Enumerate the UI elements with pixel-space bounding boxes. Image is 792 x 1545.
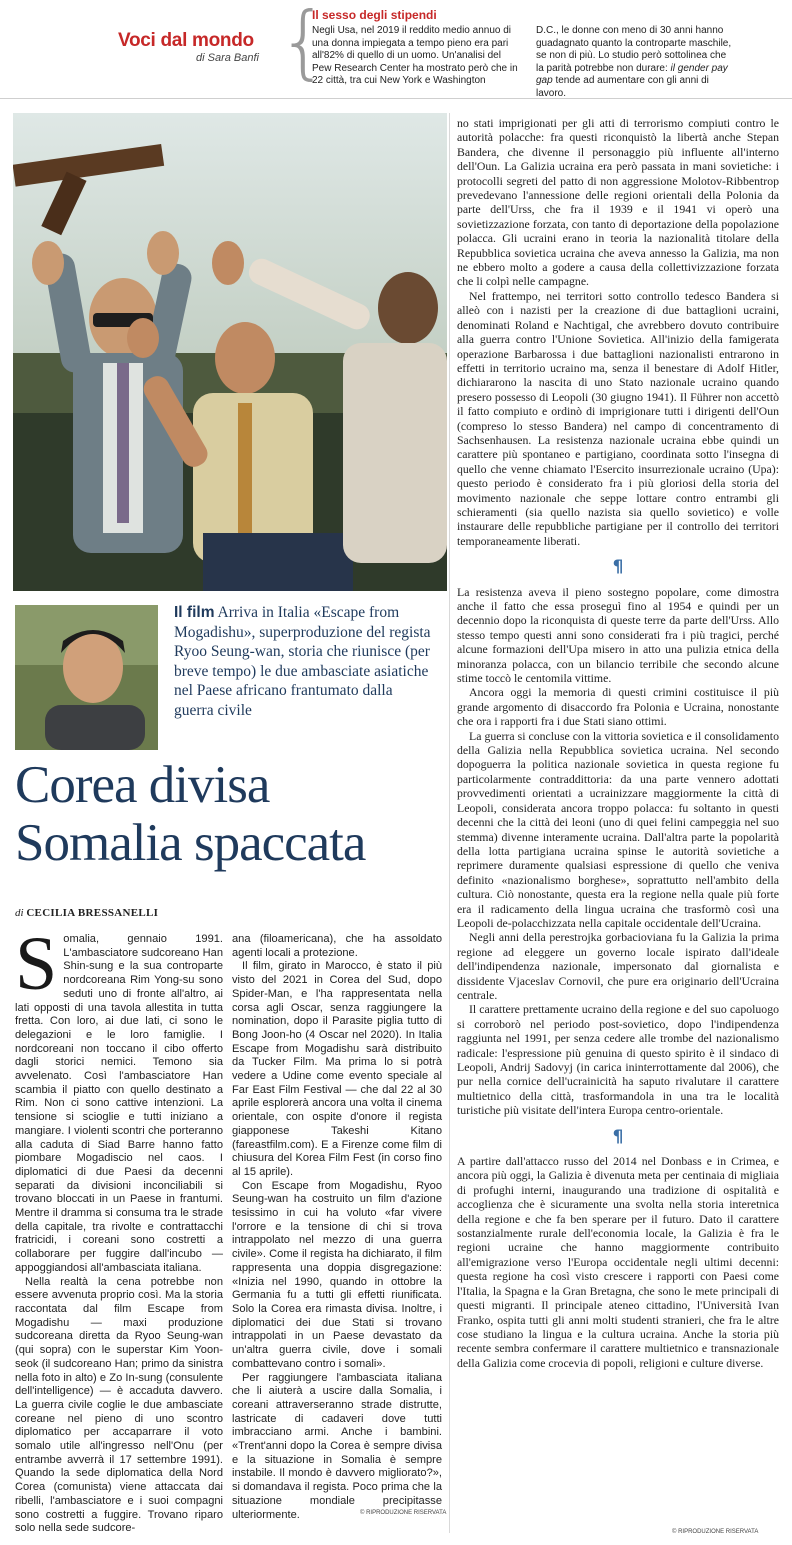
article-paragraph: La resistenza aveva il pieno sostegno popolare, come dimostra anche il fatto che essa proseguì fino al 1954 e quindi per un decennio dopo la riconquista di queste terre da parte dell'Urss. Allo stesso tempo questi anni sono considerati fra i più tragici, perché alcune formazioni dell'Upa misero in atto una pulizia etnica della minoranza polacca, con un bilancio terribile che secondo alcune stime toccò le centomila vittime. xyxy=(457,584,779,686)
byline xyxy=(15,907,158,919)
section-mark-icon: ¶ xyxy=(612,1126,624,1147)
article-paragraph: Nella realtà la cena potrebbe non essere avvenuta proprio così. Ma la storia raccontata dal film Escape from Mogadishu — maxi produzione sudcoreana diretta da Ryoo Seung-wan (qui sopra) con le superstar Kim Yoon-seok (il sudcoreano Han; primo da sinistra nella foto in alto) e Zo In-sung (consulente dell'intelligence) — è accaduta davvero. La guerra civile coglie le due ambasciate coreane nel pieno di uno scontro diplomatico per accaparrare il voto somalo utile all'ingresso nell'Onu (per entrambe avverrà il 17 settembre 1991). Quando la sede diplomatica della Nord Corea (comunista) viene attaccata dai ribelli, l'ambasciatore e i suoi compagni sono costretti a fuggire. Trovano riparo solo nella sede sudcore- xyxy=(15,1275,223,1535)
brace-icon: { xyxy=(278,0,329,88)
article-paragraph: Nel frattempo, nei territori sotto controllo tedesco Bandera si alleò con i nazisti per la creazione di due battaglioni ucraini, denominati Roland e Nachtigal, che avrebbero dovuto contribuire alla guerra contro l'Unione Sovietica. All'inizio della famigerata operazione Barbarossa i due battaglioni nazionalisti entrarono in effetti in territorio ucraino ma, senza il benestare di Adolf Hitler, dichiararono la nascita di uno Stato nazionale ucraino quando presero possesso di Leopoli (30 giugno 1941). Il Führer non accettò il fatto compiuto e ordinò di imprigionare tutti i dirigenti dell'Oun (compreso lo stesso Bandera) nel campo di concentramento di Sachsenhausen. La resistenza nazionale ucraina ebbe quindi un carattere più spontaneo e partigiano, coordinata sotto l'insegna di quello che venne chiamato l'Esercito insurrezionale ucraino (Upa): questo periodo è considerato fra i più gloriosi della storia del movimento nazionale che seppe lottare contro entrambi gli schieramenti (sia quello nazista sia quello sovietico) e volle instaurare delle repubbliche partigiane per il controllo dei territori temporaneamente liberati. xyxy=(457,288,779,548)
article-paragraph: Per raggiungere l'ambasciata italiana che li aiuterà a uscire dalla Somalia, i coreani attraverseranno strade distrutte, lastricate di cadaveri dove tutti imbracciano armi. Anche i bambini. «Trent'anni dopo la Corea è sempre divisa e la situazione in Somalia è sempre instabile. Il mondo è davvero migliorato?», si domandava il regista. Poco prima che la situazione mondiale precipitasse ulteriormente. xyxy=(232,1371,442,1521)
article-paragraph: La guerra si concluse con la vittoria sovietica e il consolidamento della Galizia nella Repubblica sovietica ucraina. Nel secondo dopoguerra la politica nazionale sovietica in questa regione fu particolarmente contraddittoria: da una parte vennero adottati provvedimenti orientati a ucrainizzare maggiormente la città di Leopoli, considerata ancora troppo polacca: fu soltanto in questi decenni che la città dei leoni (uno di quei felini campeggia nel suo stemma) divenne interamente ucraina. Dall'altra parte la popolarità della lotta partigiana ucraina spinse le autorità sovietiche a reprimere duramente qualsiasi espressione di quello che veniva definito «nazionalismo borghese», soprattutto nell'ambito della cultura. Ciò nonostante, questa era la regione nella quale più forte era il radicamento della lingua ucraina che trasformò così una Leopoli de-polacchizzata nella capitale occidentale dell'Ucraina. xyxy=(457,728,779,930)
byline-author: CECILIA BRESSANELLI xyxy=(26,907,159,919)
article-headline xyxy=(15,756,455,872)
article-paragraph: A partire dall'attacco russo del 2014 nel Donbass e in Crimea, e ancora più oggi, la Galizia è divenuta meta per centinaia di migliaia di profughi interni, inaugurando una tradizione di ospitalità e accoglienza che è sicuramente una svolta nella storia interetnica della regione e che fa ben sperare per il futuro. Dato il carattere sostanzialmente rurale dell'economia locale, la Galizia è fra le regioni ucraine che hanno maggiormente contribuito all'emigrazione verso l'Europa occidentale negli ultimi decenni: questa regione ha così visto crescere i rapporti con Paesi come l'Italia, la Spagna e la Gran Bretagna, che sono le mete principali di questi migranti. Il principale ateneo cittadino, l'Università Ivan Franko, ospita tutti gli anni molti studenti stranieri, che fra le altre cose studiano la lingua e la cultura ucraina. Anche la storia più recente sembra confermare il carattere multietnico e transnazionale della Galizia come crocevia di popoli, religioni e culture diverse. xyxy=(457,1154,779,1370)
article-text: omalia, gennaio 1991. L'ambasciatore sudcoreano Han Shin-sung e la sua controparte nordcoreana Rim Yong-su sono seduti uno di fronte all'altro, ai lati opposti di una tavola allestita in tutta fretta. Con loro, ai due lati, ci sono le delegazioni e le loro famiglie. I nordcoreani non toccano il cibo offerto dagli storici nemici. Temono sia avvelenato. Così l'ambasciatore Han scambia il piatto con quello destinato a Rim. Non ci sono cattive intenzioni. La tensione si scioglie e tutti iniziano a mangiare. I violenti scontri che porteranno alla caduta di Siad Barre hanno fatto piombare Mogadiscio nel caos. I diplomatici di due Paesi da decenni separati da divisioni inconciliabili si trovano bloccati in un Paese in frantumi. Mentre il dramma si consuma tra le strade della capitale, tra rivolte e contrattacchi fratricidi, i coreani sono costretti a collaborare per fuggire dall'incubo — appoggiandosi all'ambasciata italiana. xyxy=(15,933,223,1274)
headline-line-2: Somalia spaccata xyxy=(15,814,366,872)
column-text-2 xyxy=(536,25,736,100)
article-paragraph: ana (filoamericana), che ha assoldato agenti locali a protezione. xyxy=(232,933,442,959)
headline-line-1: Corea divisa xyxy=(15,756,270,814)
article-column-2 xyxy=(232,933,442,1522)
film-blurb-text: Arriva in Italia «Escape from Mogadishu», superproduzione del regista Ryoo Seung-wan, storia che riunisce (per breve tempo) le due ambasciate asiatiche nel Paese africano frantumato dalla guerra civile xyxy=(174,604,431,719)
column-headline: Il sesso degli stipendi xyxy=(312,8,437,22)
portrait-illustration xyxy=(15,605,158,750)
film-still-illustration xyxy=(13,113,447,591)
column-header xyxy=(0,0,792,99)
column-text-2a: D.C., le donne con meno di 30 anni hanno guadagnato quanto la controparte maschile, se non di più. Lo studio però sottolinea che la parità potrebbe non durare: xyxy=(536,25,732,74)
column-text-2-italic: il gender pay gap xyxy=(536,62,728,86)
film-still-photo xyxy=(13,113,447,591)
column-title: Voci dal mondo xyxy=(118,30,254,51)
column-text-2b: tende ad aumentare con gli anni di lavoro. xyxy=(536,75,709,99)
dropcap: S xyxy=(15,922,58,1006)
column-author: di Sara Banfi xyxy=(196,52,259,64)
article-paragraph: Negli anni della perestrojka gorbacioviana fu la Galizia la prima regione ad eleggere un governo locale ispirato dall'ideale dell'indipendenza nazionale, impersonato dal giornalista e dissidente Vjaceslav Cornovil, che pure era originario dell'Ucraina centrale. xyxy=(457,930,779,1002)
byline-prefix: di xyxy=(15,907,24,919)
article-paragraph xyxy=(15,922,223,1276)
copyright-notice: © RIPRODUZIONE RISERVATA xyxy=(360,1510,447,1516)
article-paragraph: Il carattere prettamente ucraino della regione e del suo capoluogo si corroborò nel periodo post-sovietico, dopo l'indipendenza raggiunta nel 1991, per senza cedere alle trombe del nazionalismo radicale: l'espressione più genuina di questo spirito è il sindaco di Leopoli, Andrij Sadovyj (in carica ininterrottamente dal 2006), che pur nella cornice dell'ucrainicità ha saputo rivalutare il carattere multietnico della città, trasformandola in una tra le località turistiche più visitate dell'intera Europa centro-orientale. xyxy=(457,1002,779,1118)
copyright-notice-right: © RIPRODUZIONE RISERVATA xyxy=(672,1529,759,1535)
article-paragraph: Con Escape from Mogadishu, Ryoo Seung-wan ha costruito un film d'azione tesissimo in cui ha voluto «far vivere l'orrore e la tensione di chi si trova intrappolato nel mezzo di una guerra civile». Come il regista ha dichiarato, il film rappresenta una doppia disgregazione: «Inizia nel 1990, quando in ottobre la Germania fu a tutti gli effetti riunificata. Solo la Corea era rimasta divisa. Inoltre, i diplomatici dei due Stati si trovano intrappolati in un Paese devastato da un'altra guerra civile, dove i somali combattevano contro i somali». xyxy=(232,1179,442,1370)
director-portrait-photo xyxy=(15,605,158,750)
film-blurb xyxy=(174,603,436,720)
film-kicker: Il film xyxy=(174,604,215,621)
section-mark-icon: ¶ xyxy=(612,557,624,578)
article-paragraph: Il film, girato in Marocco, è stato il più visto del 2021 in Corea del Sud, dopo Spider-Man, e l'ha rappresentata nella corsa agli Oscar, senza raggiungere la nomination, dopo il Parasite piglia tutto di Bong Joon-ho (4 Oscar nel 2020). In Italia Escape from Mogadishu sarà distribuito da Tucker Film. Ma prima lo si potrà vedere a Udine come evento speciale al Far East Film Festival — che dal 22 al 30 aprile esplorerà ancora una volta il cinema orientale, con ospite d'onore il regista giapponese Takeshi Kitano (fareastfilm.com). E a Firenze come film di chiusura del Korea Film Fest (in corso fino al 15 aprile). xyxy=(232,960,442,1178)
column-text-1: Negli Usa, nel 2019 il reddito medio annuo di una donna impiegata a tempo pieno era pari all'82% di quello di un uomo. Un'analisi del Pew Research Center ha mostrato però che in 22 città, tra cui New York e Washington xyxy=(312,25,518,86)
article-paragraph: Ancora oggi la memoria di questi crimini costituisce il più grande argomento di disaccordo fra Polonia e Ucraina, nonostante che ora i rapporti fra i due Stati siano ottimi. xyxy=(457,685,779,729)
article-paragraph: no stati imprigionati per gli atti di terrorismo compiuti contro le autorità polacche: fra questi riconquistò la libertà anche Stepan Bandera, che divenne il personaggio più influente all'interno dell'Oun. La Galizia ucraina era però passata in mani sovietiche: i protocolli segreti del patto di non aggressione Molotov-Ribbentrop prevedevano l'annessione delle regioni orientali della Polonia da parte dell'Urss, che fra il 1939 e il 1941 vi operò una sovietizzazione forzata, con tanto di deportazione della popolazione polacca. Gli ucraini erano in teoria la nazionalità titolare della Repubblica sovietica ucraina che aveva annesso la Galizia, ma non ne ebbero molto a godere a causa della collettivizzazione forzata che li colpì nelle campagne. xyxy=(457,116,779,289)
article-column-1 xyxy=(15,922,223,1536)
right-article-column xyxy=(457,116,779,1370)
